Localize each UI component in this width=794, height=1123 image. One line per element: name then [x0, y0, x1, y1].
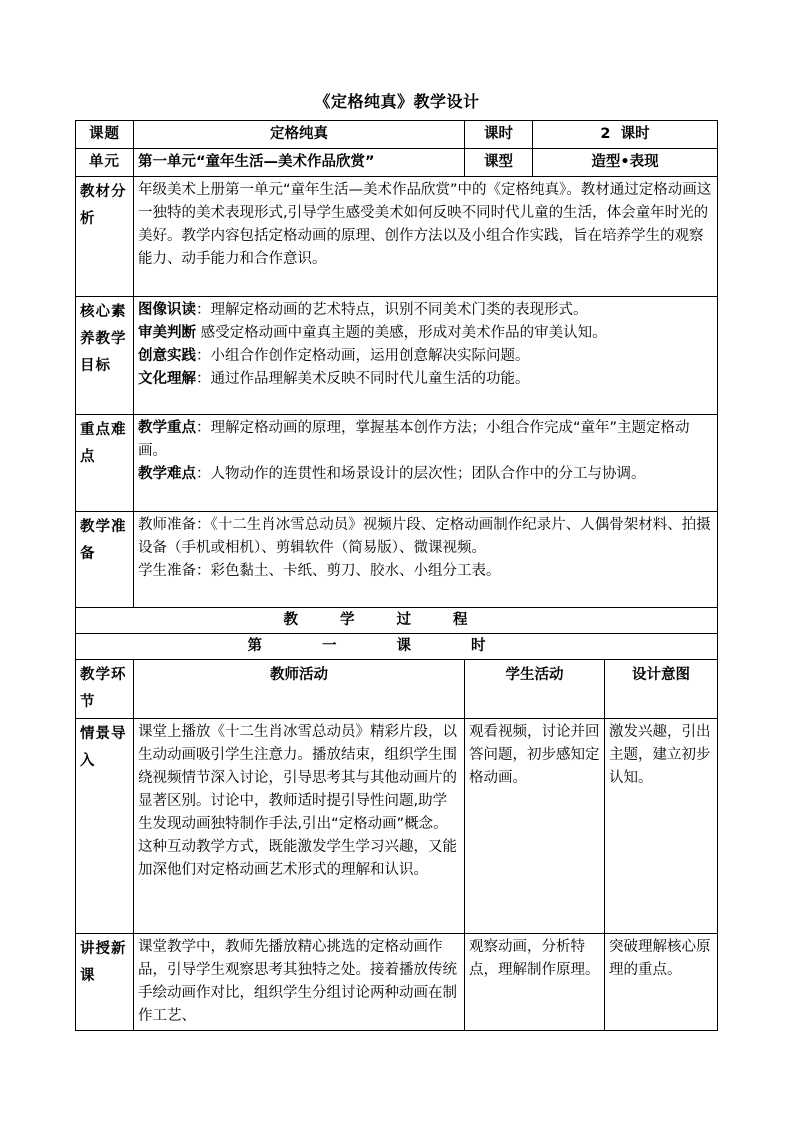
col-intent-header: 设计意图: [605, 660, 718, 719]
row-topic: [76, 121, 718, 149]
goal-item: 文化理解：通过作品理解美术反映不同时代儿童生活的功能。: [138, 371, 530, 387]
hours-label: 课时: [465, 121, 533, 149]
stage-teacher-activity: 课堂教学中，教师先播放精心挑选的定格动画作品，引导学生观察思考其独特之处。接着播放传统手绘动画作对比，组织学生分组讨论两种动画在制作工艺、: [134, 934, 465, 1031]
col-student-header: 学生活动: [465, 660, 605, 719]
row-goals: [76, 297, 718, 415]
stage-row: [76, 719, 718, 934]
stage-design-intent: 激发兴趣，引出主题，建立初步认知。: [605, 719, 718, 934]
stage-student-activity: 观察动画，分析特点，理解制作原理。: [465, 934, 605, 1031]
row-lesson-title: [76, 634, 718, 660]
process-title: 教学过程: [76, 608, 718, 634]
stage-teacher-activity: 课堂上播放《十二生肖冰雪总动员》精彩片段，以生动动画吸引学生注意力。播放结束，组织学生围绕视频情节深入讨论，引导思考其与其他动画片的显著区别。讨论中，教师适时提引导性问题,助学生发现动画独特制作手法,引出“定格动画”概念。这种互动教学方式，既能激发学生学习兴趣，又能加深他们对定格动画艺术形式的理解和认识。: [134, 719, 465, 934]
goal-item: 审美判断 感受定格动画中童真主题的美感，形成对美术作品的审美认知。: [138, 325, 607, 341]
key-point-item: 教学难点：人物动作的连贯性和场景设计的层次性；团队合作中的分工与协调。: [138, 466, 646, 482]
goals-label: 核心素养教学目标: [76, 297, 134, 415]
type-value: 造型•表现: [533, 149, 718, 177]
key-points-cell: [134, 415, 718, 512]
row-analysis: [76, 177, 718, 297]
row-unit: [76, 149, 718, 177]
goal-item: 图像识读：理解定格动画的艺术特点，识别不同美术门类的表现形式。: [138, 302, 588, 318]
unit-value: 第一单元“童年生活—美术作品欣赏”: [134, 149, 465, 177]
stage-name: 讲授新课: [76, 934, 134, 1031]
stage-student-activity: 观看视频，讨论并回答问题，初步感知定格动画。: [465, 719, 605, 934]
analysis-text: 年级美术上册第一单元“童年生活—美术作品欣赏”中的《定格纯真》。教材通过定格动画这一独特的美术表现形式,引导学生感受美术如何反映不同时代儿童的生活，体会童年时光的美好。教学内容包括定格动画的原理、创作方法以及小组合作实践，旨在培养学生的观察能力、动手能力和合作意识。: [134, 177, 718, 297]
stage-name: 情景导入: [76, 719, 134, 934]
prep-cell: [134, 512, 718, 608]
key-point-item: 教学重点：理解定格动画的原理，掌握基本创作方法；小组合作完成“童年”主题定格动画。: [138, 420, 690, 459]
lesson-plan-table: [75, 120, 718, 1031]
stage-design-intent: 突破理解核心原理的重点。: [605, 934, 718, 1031]
goal-item: 创意实践：小组合作创作定格动画，运用创意解决实际问题。: [138, 348, 530, 364]
row-key-points: [76, 415, 718, 512]
row-column-headers: [76, 660, 718, 719]
analysis-label: 教材分析: [76, 177, 134, 297]
lesson-title: 第一课时: [76, 634, 718, 660]
document-title: 《定格纯真》教学设计: [314, 92, 480, 111]
topic-value: 定格纯真: [134, 121, 465, 149]
goals-cell: [134, 297, 718, 415]
stage-row: [76, 934, 718, 1031]
unit-label: 单元: [76, 149, 134, 177]
type-label: 课型: [465, 149, 533, 177]
key-points-label: 重点难点: [76, 415, 134, 512]
hours-value: 2 课时: [533, 121, 718, 149]
student-prep: 学生准备：彩色黏土、卡纸、剪刀、胶水、小组分工表。: [138, 563, 501, 579]
row-prep: [76, 512, 718, 608]
col-teacher-header: 教师活动: [134, 660, 465, 719]
col-stage-header: 教学环节: [76, 660, 134, 719]
prep-label: 教学准备: [76, 512, 134, 608]
teacher-prep: 教师准备：《十二生肖冰雪总动员》视频片段、定格动画制作纪录片、人偶骨架材料、拍摄设备（手机或相机）、剪辑软件（简易版）、微课视频。: [138, 517, 711, 556]
topic-label: 课题: [76, 121, 134, 149]
row-process-title: [76, 608, 718, 634]
